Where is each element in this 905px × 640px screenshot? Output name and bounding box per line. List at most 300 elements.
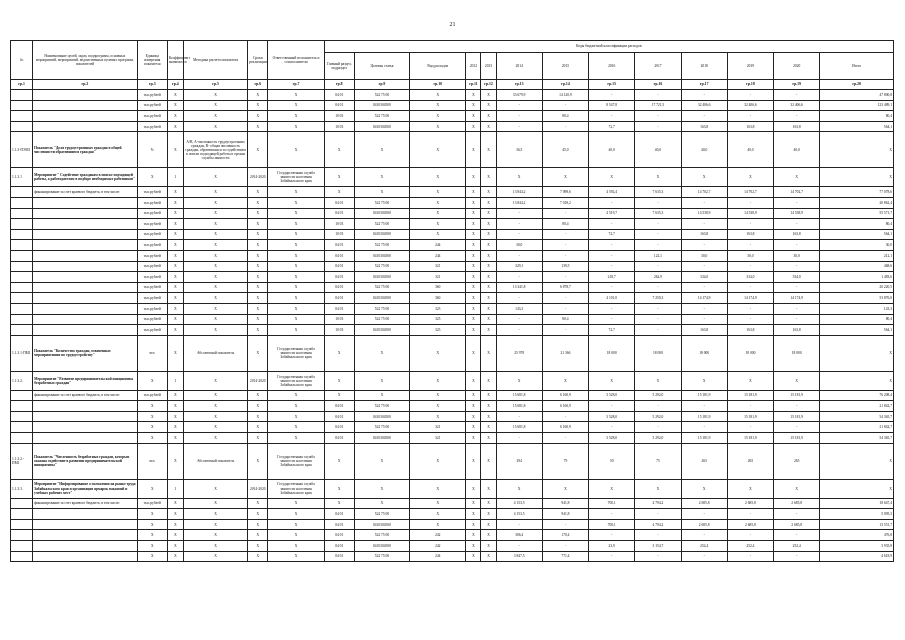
table-cell: Х xyxy=(167,132,183,168)
table-cell: 522 75 00 xyxy=(354,261,409,272)
table-cell: 21 366 xyxy=(542,335,588,371)
table-cell: - xyxy=(496,519,542,530)
table-cell: - xyxy=(496,272,542,283)
table-cell: Х xyxy=(354,443,409,479)
table-cell: 30,0 xyxy=(820,240,894,251)
table-cell xyxy=(11,411,33,422)
table-cell: Государственная служба занятости населения Забайкальского края xyxy=(268,371,324,390)
table-cell: 25 978 xyxy=(496,335,542,371)
table-cell: Х xyxy=(167,261,183,272)
table-cell: - xyxy=(542,121,588,132)
table-cell: - xyxy=(496,250,542,261)
table-cell: Х xyxy=(466,219,481,230)
table-cell: Х xyxy=(167,187,183,198)
table-cell: Х xyxy=(248,293,268,304)
table-cell: финансирование за счет краевого бюджета, в том числе: xyxy=(33,498,138,509)
table-cell: - xyxy=(774,261,820,272)
table-cell: Х xyxy=(248,250,268,261)
table-cell: - xyxy=(681,282,727,293)
table-cell: Х xyxy=(410,187,466,198)
table-cell: 3 935,8 xyxy=(820,541,894,552)
table-cell: - xyxy=(635,261,681,272)
table-cell: 04 01 xyxy=(324,411,354,422)
table-cell: Х xyxy=(820,335,894,371)
header-year: 2017 xyxy=(635,53,681,80)
table-cell: 522 75 00 xyxy=(354,219,409,230)
table-cell xyxy=(33,229,138,240)
table-cell: Х xyxy=(248,335,268,371)
table-cell: Абсолютный показатель xyxy=(183,335,247,371)
table-cell: - xyxy=(542,303,588,314)
table-cell: 55 571,7 xyxy=(820,208,894,219)
table-cell: - xyxy=(681,314,727,325)
column-index-cell: гр.11 xyxy=(466,80,481,90)
table-cell: Х xyxy=(481,551,496,562)
table-cell: Х xyxy=(589,168,635,187)
table-cell: Х xyxy=(248,551,268,562)
table-cell: - xyxy=(496,433,542,444)
table-cell: 04 01 xyxy=(324,100,354,111)
table-cell: 522 75 00 xyxy=(354,551,409,562)
table-cell: - xyxy=(681,111,727,122)
table-cell xyxy=(33,282,138,293)
table-cell: тыс.рублей xyxy=(137,272,167,283)
table-cell: Х xyxy=(324,132,354,168)
table-cell: 522 75 00 xyxy=(354,422,409,433)
table-cell: Х xyxy=(167,390,183,401)
table-cell: Х xyxy=(268,519,324,530)
table-cell xyxy=(11,551,33,562)
table-cell: 04 01 xyxy=(324,401,354,412)
table-cell: 72,7 xyxy=(589,121,635,132)
table-cell: Х xyxy=(481,498,496,509)
table-cell: 20 220,5 xyxy=(820,282,894,293)
table-cell: 522 75 00 xyxy=(354,314,409,325)
table-cell: Х xyxy=(681,479,727,498)
table-cell: Х xyxy=(481,240,496,251)
table-cell: Х xyxy=(183,303,247,314)
table-cell: Х xyxy=(137,422,167,433)
table-cell: 30,0 xyxy=(496,240,542,251)
table-cell: 252,4 xyxy=(681,541,727,552)
table-cell: Х xyxy=(774,479,820,498)
table-cell: 10 03 xyxy=(324,325,354,336)
table-cell xyxy=(11,229,33,240)
table-cell: Х xyxy=(466,303,481,314)
table-cell: Х xyxy=(481,433,496,444)
table-cell: 14 120,9 xyxy=(542,90,588,101)
table-cell: Х xyxy=(727,168,773,187)
header-year: 2015 xyxy=(542,53,588,80)
table-cell: 04 01 xyxy=(324,197,354,208)
table-cell xyxy=(11,282,33,293)
table-cell: Х xyxy=(410,208,466,219)
table-cell: - xyxy=(774,219,820,230)
header-method: Методика расчета показателя xyxy=(183,41,247,80)
table-cell: 522 75 00 xyxy=(354,509,409,520)
table-cell: 18 647,4 xyxy=(820,498,894,509)
table-cell: Х xyxy=(481,519,496,530)
table-cell: - xyxy=(635,422,681,433)
table-cell: 04 01 xyxy=(324,303,354,314)
table-cell: 47 800,8 xyxy=(820,90,894,101)
header-year: 2018 xyxy=(681,53,727,80)
table-cell: 32 406,6 xyxy=(681,100,727,111)
table-cell: - xyxy=(774,422,820,433)
table-cell: Х xyxy=(354,498,409,509)
table-cell: 3 528,0 xyxy=(589,411,635,422)
table-cell: 212,1 xyxy=(820,250,894,261)
table-cell: Х xyxy=(248,111,268,122)
table-cell: Х xyxy=(410,498,466,509)
table-cell: - xyxy=(727,261,773,272)
table-cell: 18 000 xyxy=(635,335,681,371)
table-cell: - xyxy=(681,509,727,520)
table-cell xyxy=(33,401,138,412)
table-cell: Х xyxy=(410,519,466,530)
table-cell: Х xyxy=(268,422,324,433)
table-cell: 262,9 xyxy=(635,272,681,283)
table-row xyxy=(11,168,894,187)
table-cell: 8 547,8 xyxy=(589,100,635,111)
table-cell: Х xyxy=(183,551,247,562)
header-year: 2014 xyxy=(496,53,542,80)
table-cell: 323 xyxy=(410,314,466,325)
table-cell: Х xyxy=(410,411,466,422)
table-cell: - xyxy=(774,282,820,293)
table-cell: Х xyxy=(481,121,496,132)
table-cell: Х xyxy=(183,219,247,230)
table-cell: Х xyxy=(183,498,247,509)
table-cell: Х xyxy=(268,90,324,101)
table-cell: тыс.рублей xyxy=(137,187,167,198)
table-cell: - xyxy=(542,325,588,336)
column-index-cell: гр.1 xyxy=(11,80,33,90)
table-cell xyxy=(11,250,33,261)
table-cell: Х xyxy=(481,401,496,412)
table-cell: Х xyxy=(167,272,183,283)
table-cell: Х xyxy=(183,401,247,412)
table-cell: Х xyxy=(268,303,324,314)
table-cell: - xyxy=(774,551,820,562)
table-cell: Х xyxy=(496,371,542,390)
table-cell: Х xyxy=(183,111,247,122)
table-cell: Х xyxy=(248,100,268,111)
table-cell: 30,0 xyxy=(774,250,820,261)
table-cell: Х xyxy=(410,509,466,520)
table-cell xyxy=(33,100,138,111)
table-cell: Х xyxy=(268,229,324,240)
table-cell: 40,0 xyxy=(774,132,820,168)
table-row xyxy=(11,240,894,251)
table-cell: 2014-2020 xyxy=(248,371,268,390)
table-cell: Х xyxy=(820,443,894,479)
table-cell: Х xyxy=(248,240,268,251)
table-cell: тыс.рублей xyxy=(137,229,167,240)
table-cell: 04 01 xyxy=(324,272,354,283)
table-cell: Х xyxy=(589,371,635,390)
table-cell: - xyxy=(589,240,635,251)
table-row xyxy=(11,530,894,541)
table-cell: - xyxy=(727,314,773,325)
table-cell xyxy=(11,433,33,444)
table-cell: - xyxy=(681,261,727,272)
table-cell: 76 208,4 xyxy=(820,390,894,401)
table-cell: Х xyxy=(248,422,268,433)
table-cell: 323 xyxy=(410,325,466,336)
table-cell: Х xyxy=(268,261,324,272)
table-cell: - xyxy=(727,509,773,520)
table-cell: - xyxy=(774,509,820,520)
table-cell: тыс.рублей xyxy=(137,240,167,251)
table-cell: Х xyxy=(137,530,167,541)
table-cell: Х xyxy=(167,335,183,371)
table-cell: 476,8 xyxy=(820,530,894,541)
table-cell: 04 01 xyxy=(324,293,354,304)
table-row xyxy=(11,479,894,498)
table-cell: 15 181,9 xyxy=(774,433,820,444)
table-cell: Х xyxy=(183,325,247,336)
table-cell: - xyxy=(589,219,635,230)
table-cell: Х xyxy=(167,240,183,251)
table-cell: 265 xyxy=(681,443,727,479)
table-cell: тыс.рублей xyxy=(137,325,167,336)
table-cell: Х xyxy=(481,250,496,261)
table-cell: Х xyxy=(466,390,481,401)
table-cell: 79 xyxy=(542,443,588,479)
table-cell: - xyxy=(681,551,727,562)
table-cell xyxy=(33,422,138,433)
table-cell: - xyxy=(774,303,820,314)
table-cell: тыс.рублей xyxy=(137,314,167,325)
table-cell: 14 702,7 xyxy=(774,187,820,198)
table-row xyxy=(11,551,894,562)
table-cell: - xyxy=(635,240,681,251)
table-cell: Х xyxy=(268,250,324,261)
table-cell: - xyxy=(681,401,727,412)
table-cell: Х xyxy=(167,541,183,552)
table-cell: Х xyxy=(481,90,496,101)
table-cell: Х xyxy=(635,168,681,187)
table-cell: 6 160,9 xyxy=(542,401,588,412)
table-cell xyxy=(11,219,33,230)
table-cell: 04 01 xyxy=(324,250,354,261)
table-cell: 1.1.3.1-ПМ1 xyxy=(11,335,33,371)
table-cell: Х xyxy=(248,208,268,219)
table-cell: Х xyxy=(410,229,466,240)
table-cell: 3 528,0 xyxy=(589,390,635,401)
table-cell xyxy=(33,111,138,122)
table-cell: Мероприятие " Содействие гражданам в поиске подходящей работы, а работодателям в подборе необходимых работников" xyxy=(33,168,138,187)
table-cell: 143,3 xyxy=(820,303,894,314)
table-cell: - xyxy=(635,303,681,314)
column-index-cell: гр.7 xyxy=(268,80,324,90)
table-cell: Х xyxy=(354,168,409,187)
table-cell xyxy=(11,293,33,304)
table-cell: - xyxy=(635,314,681,325)
table-cell: 564,1 xyxy=(820,121,894,132)
table-cell: - xyxy=(496,100,542,111)
table-cell xyxy=(33,530,138,541)
table-cell: Х xyxy=(466,261,481,272)
table-cell xyxy=(11,100,33,111)
table-cell: 360 xyxy=(410,282,466,293)
table-cell: - xyxy=(635,90,681,101)
table-cell: 1.1.3.2.-ПМ1 xyxy=(11,443,33,479)
table-cell: Х xyxy=(248,132,268,168)
table-cell xyxy=(33,519,138,530)
table-cell: 2 685,8 xyxy=(774,519,820,530)
table-cell: 72,7 xyxy=(589,229,635,240)
table-cell: Х xyxy=(466,121,481,132)
table-cell: Х xyxy=(183,100,247,111)
table-cell: 941,8 xyxy=(542,509,588,520)
table-cell: - xyxy=(681,530,727,541)
table-cell: 04 01 xyxy=(324,541,354,552)
table-cell: Х xyxy=(324,168,354,187)
table-cell: Х xyxy=(466,90,481,101)
table-cell: 32 406,6 xyxy=(774,100,820,111)
table-cell: 321 xyxy=(410,272,466,283)
table-cell: 7 018,2 xyxy=(542,197,588,208)
table-cell: 468,6 xyxy=(820,261,894,272)
table-cell: тыс.рублей xyxy=(137,303,167,314)
table-cell: 7 635,3 xyxy=(635,187,681,198)
table-cell: 564,1 xyxy=(820,325,894,336)
table-cell: 30,0 xyxy=(727,250,773,261)
table-cell: Х xyxy=(466,411,481,422)
table-cell: Х xyxy=(410,197,466,208)
header-executor: Ответственный исполнитель и соисполнители xyxy=(268,41,324,80)
table-cell: - xyxy=(542,240,588,251)
table-cell: 1 483,6 xyxy=(820,272,894,283)
table-cell: Х xyxy=(681,168,727,187)
table-cell: 143,3 xyxy=(496,303,542,314)
table-cell: - xyxy=(635,121,681,132)
table-cell: Х xyxy=(481,443,496,479)
table-row xyxy=(11,303,894,314)
table-cell: Х xyxy=(481,229,496,240)
table-cell: - xyxy=(589,551,635,562)
table-cell: Х xyxy=(466,250,481,261)
table-cell: Х xyxy=(466,371,481,390)
table-cell: - xyxy=(635,551,681,562)
table-cell: Х xyxy=(167,250,183,261)
header-name: Наименование целей, задач, подпрограмм, основных мероприятий, мероприятий, ведомственных целевых программ, показателей xyxy=(33,41,138,80)
table-cell: 334,0 xyxy=(774,272,820,283)
table-row xyxy=(11,422,894,433)
table-cell: 15 181,9 xyxy=(774,390,820,401)
table-cell: 4 592,4 xyxy=(589,187,635,198)
table-cell: Х xyxy=(410,443,466,479)
table-cell: 13 844,2 xyxy=(496,187,542,198)
table-cell: 4 618,9 xyxy=(820,551,894,562)
table-cell: 40,0 xyxy=(635,132,681,168)
table-row xyxy=(11,433,894,444)
table-cell: Х xyxy=(481,197,496,208)
header-year: 2019 xyxy=(727,53,773,80)
table-row xyxy=(11,519,894,530)
table-cell: Х xyxy=(183,282,247,293)
table-cell: 218,7 xyxy=(589,272,635,283)
table-cell: 2014-2020 xyxy=(248,479,268,498)
table-cell: - xyxy=(635,509,681,520)
table-cell: 54 365,7 xyxy=(820,433,894,444)
table-cell: Х xyxy=(268,282,324,293)
table-cell: Х xyxy=(481,530,496,541)
table-cell: 13 844,2 xyxy=(496,197,542,208)
table-cell: Х xyxy=(268,314,324,325)
table-cell: тыс.рублей xyxy=(137,100,167,111)
table-cell: тыс.рублей xyxy=(137,90,167,101)
table-cell: тыс.рублей xyxy=(137,282,167,293)
table-cell: - xyxy=(496,219,542,230)
table-cell: - xyxy=(635,325,681,336)
table-cell: 6 160,9 xyxy=(542,422,588,433)
header-num: № xyxy=(11,41,33,80)
table-cell: Х xyxy=(466,401,481,412)
table-cell: Х xyxy=(481,282,496,293)
table-cell: - xyxy=(496,411,542,422)
table-cell: 14 174,9 xyxy=(727,293,773,304)
table-cell xyxy=(11,208,33,219)
table-cell xyxy=(11,261,33,272)
table-cell: чел. xyxy=(137,443,167,479)
table-cell: 3 154,7 xyxy=(635,541,681,552)
table-cell: тыс.рублей xyxy=(137,250,167,261)
table-cell: Показатель "Доля трудоустроенных граждан в общей численности обратившихся граждан" xyxy=(33,132,138,168)
table-cell: Х xyxy=(183,240,247,251)
table-cell: Х xyxy=(268,240,324,251)
header-section: Главный раздел, подраздел xyxy=(324,53,354,80)
table-cell: Показатель "Количество граждан, охваченных мероприятиями по трудоустройству" xyxy=(33,335,138,371)
table-cell: 1 xyxy=(167,168,183,187)
table-cell: 04 01 xyxy=(324,519,354,530)
table-cell: 771,4 xyxy=(542,551,588,562)
table-cell xyxy=(11,111,33,122)
table-cell: 1.1.3.2. xyxy=(11,371,33,390)
table-cell: - xyxy=(681,240,727,251)
table-cell xyxy=(11,422,33,433)
table-cell: Х xyxy=(137,541,167,552)
table-row xyxy=(11,208,894,219)
table-cell: 13 551,7 xyxy=(820,519,894,530)
table-cell: Х xyxy=(466,197,481,208)
table-cell: Х xyxy=(481,479,496,498)
table-cell: 0410304500 xyxy=(354,519,409,530)
table-cell xyxy=(11,401,33,412)
table-cell: Х xyxy=(183,519,247,530)
table-cell: - xyxy=(496,541,542,552)
table-cell: 4 794,2 xyxy=(635,498,681,509)
table-cell: Х xyxy=(183,479,247,498)
table-cell: - xyxy=(589,250,635,261)
column-index-cell: гр.3 xyxy=(137,80,167,90)
table-cell: % xyxy=(137,132,167,168)
table-cell xyxy=(33,272,138,283)
table-cell: Х xyxy=(466,240,481,251)
table-cell: Х xyxy=(466,187,481,198)
table-cell xyxy=(33,325,138,336)
table-cell: 0410304500 xyxy=(354,229,409,240)
column-index-cell: гр.20 xyxy=(820,80,894,90)
table-cell: 244 xyxy=(410,551,466,562)
table-cell: Х xyxy=(466,208,481,219)
column-index-cell: гр.2 xyxy=(33,80,138,90)
table-cell: - xyxy=(542,272,588,283)
table-cell: 1.1.3.3. xyxy=(11,479,33,498)
table-cell: - xyxy=(774,401,820,412)
